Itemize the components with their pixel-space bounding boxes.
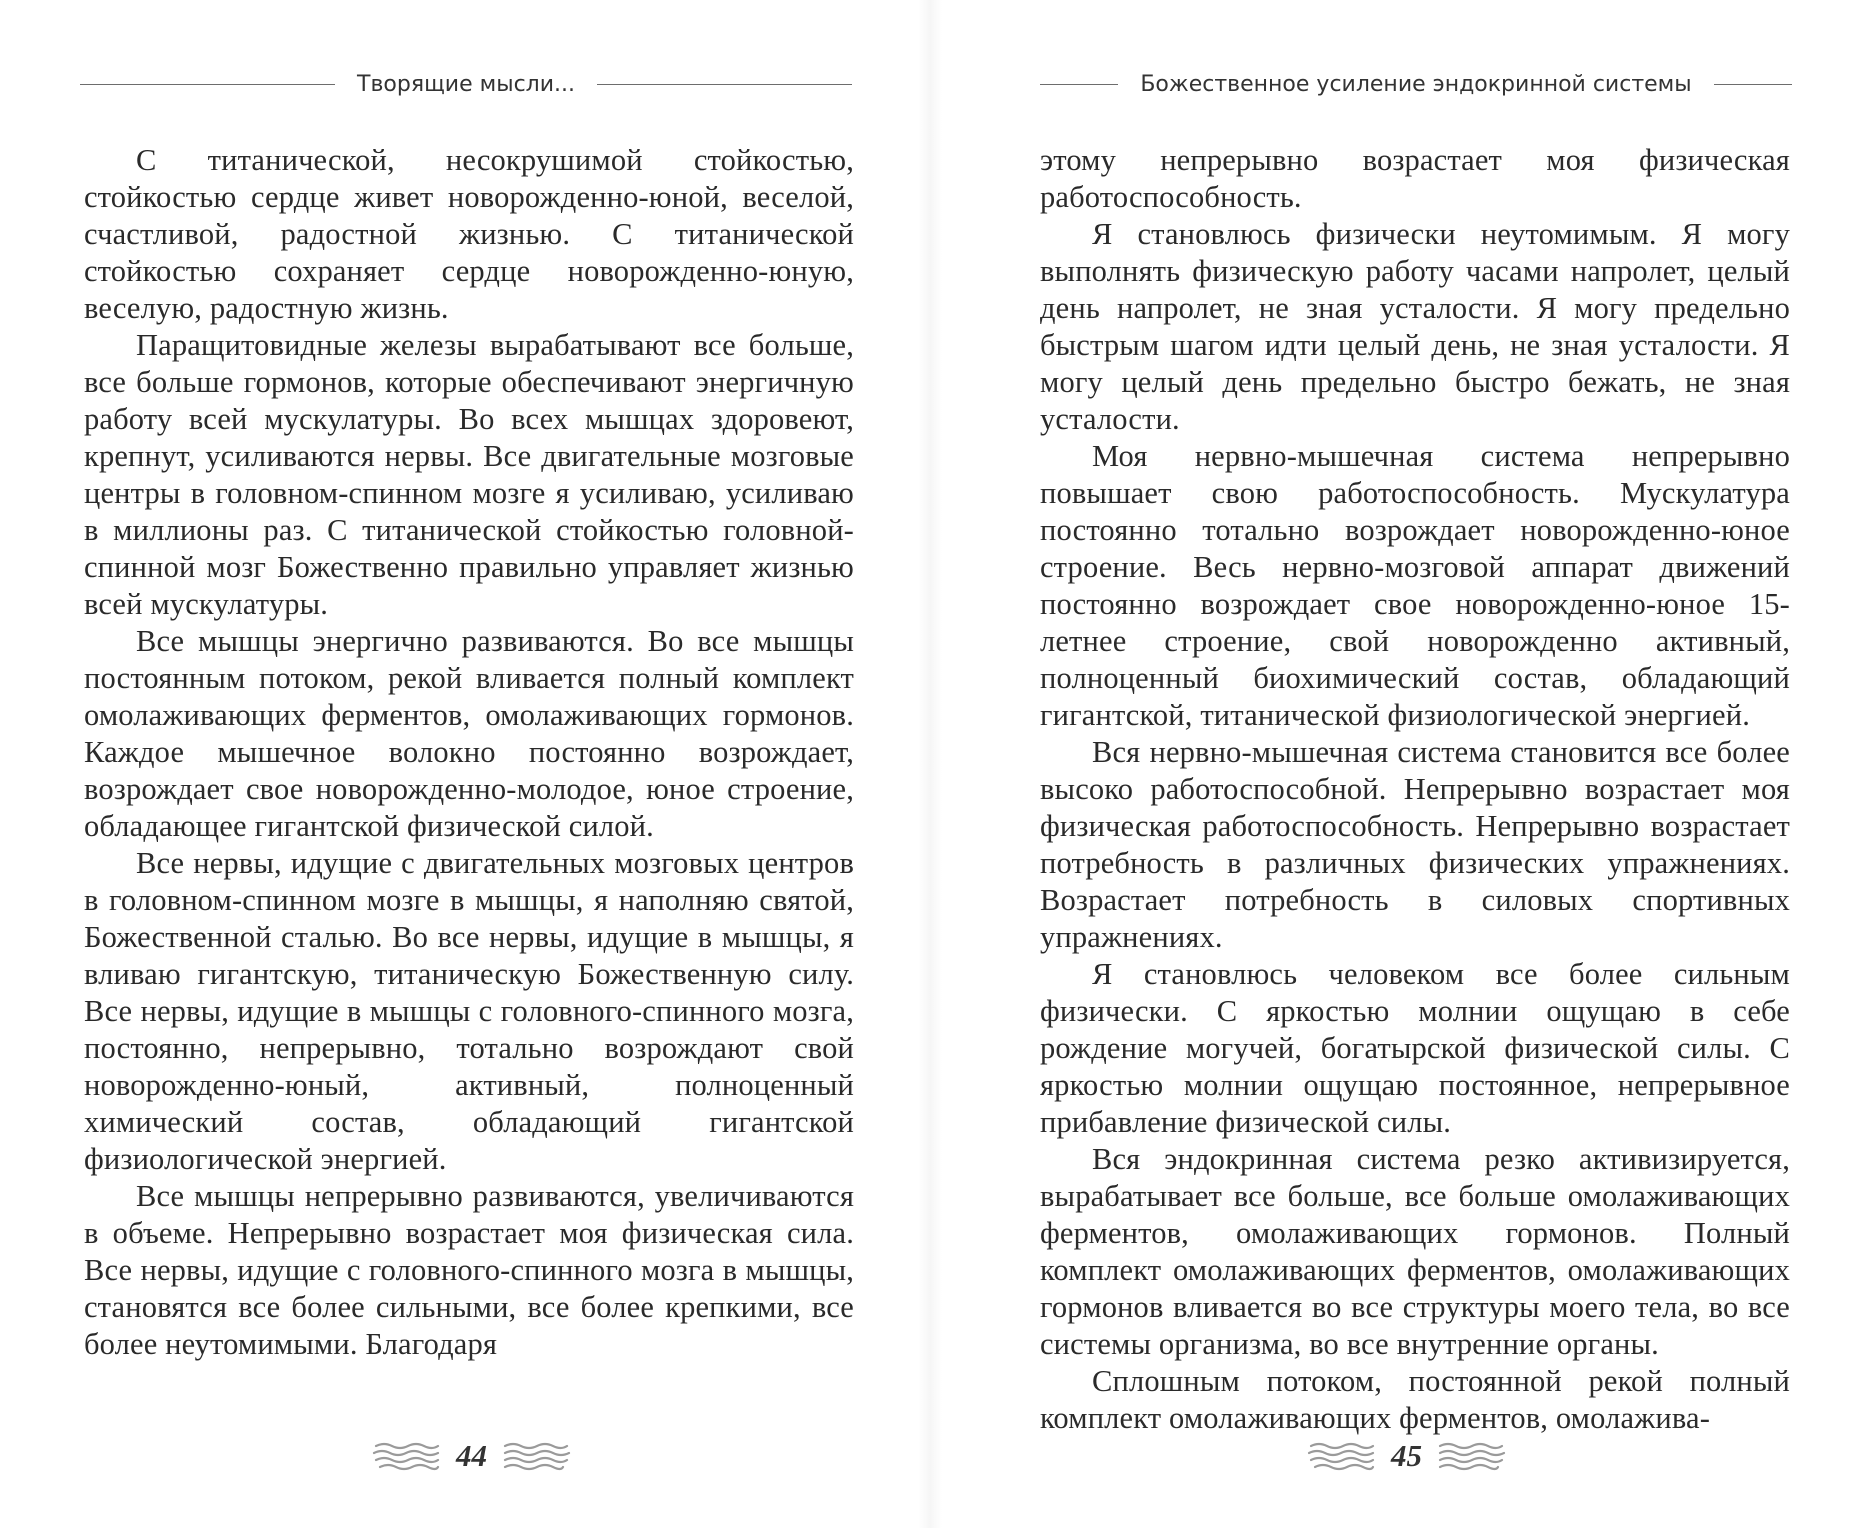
paragraph: Вся нервно-мышечная система становится все более высоко работоспособной. Непрерывно возрастает моя физическая работоспособность. Непрерывно возрастает потребность в различных физических упражнениях. Возрастает потребность в силовых спортивных упражнениях. xyxy=(1040,735,1790,954)
running-head-rule-left xyxy=(80,84,335,85)
right-running-head xyxy=(1040,66,1792,102)
running-head-rule-right xyxy=(1714,84,1792,85)
right-page-body xyxy=(1040,142,1790,1437)
wave-ornament-icon xyxy=(1305,1436,1377,1476)
paragraph: Я становлюсь человеком все более сильным физически. С яркостью молнии ощущаю в себе рождение могучей, богатырской физической силы. С яркостью молнии ощущаю постоянное, непрерывное прибавление физической силы. xyxy=(1040,957,1790,1139)
paragraph: Все мышцы энергично развиваются. Во все мышцы постоянным потоком, рекой вливается полный комплект омолаживающих ферментов, омолаживающих гормонов. Каждое мышечное волокно постоянно возрождает, возрождает свое новорожденно-молодое, юное строение, обладающее гигантской физической силой. xyxy=(84,624,854,843)
paragraph: Я становлюсь физически неутомимым. Я могу выполнять физическую работу часами напролет, целый день напролет, не зная усталости. Я могу предельно быстрым шагом идти целый день, не зная усталости. Я могу целый день предельно быстро бежать, не зная усталости. xyxy=(1040,217,1790,436)
paragraph: Моя нервно-мышечная система непрерывно повышает свою работоспособность. Мускулатура постоянно тотально возрождает новорожденно-юное строение. Весь нервно-мозговой аппарат движений постоянно возрождает свое новорожденно-юное 15-летнее строение, свой новорожденно активный, полноценный биохимический состав, обладающий гигантской, титанической физиологической энергией. xyxy=(1040,439,1790,732)
running-head-rule-left xyxy=(1040,84,1118,85)
left-folio xyxy=(370,1434,573,1478)
page-number: 44 xyxy=(456,1438,487,1473)
page-number: 45 xyxy=(1391,1438,1422,1473)
running-head-title: Творящие мысли... xyxy=(357,71,576,97)
left-running-head xyxy=(80,66,852,102)
wave-ornament-icon xyxy=(370,1436,442,1476)
left-page-body xyxy=(84,142,854,1363)
paragraph: Вся эндокринная система резко активизируется, вырабатывает все больше, все больше омолаживающих ферментов, омолаживающих гормонов. Полный комплект омолаживающих ферментов, омолаживающих гормонов вливается во все структуры моего тела, во все системы организма, во все внутренние органы. xyxy=(1040,1142,1790,1361)
paragraph: Паращитовидные железы вырабатывают все больше, все больше гормонов, которые обеспечивают энергичную работу всей мускулатуры. Во всех мышцах здоровеют, крепнут, усиливаются нервы. Все двигательные мозговые центры в головном-спинном мозге я усиливаю, усиливаю в миллионы раз. С титанической стойкостью головной-спинной мозг Божественно правильно управляет жизнью всей мускулатуры. xyxy=(84,328,854,621)
paragraph: Все мышцы непрерывно развиваются, увеличиваются в объеме. Непрерывно возрастает моя физическая сила. Все нервы, идущие с головного-спинного мозга в мышцы, становятся все более сильными, все более крепкими, все более неутомимыми. Благодаря xyxy=(84,1179,854,1361)
running-head-title: Божественное усиление эндокринной системы xyxy=(1140,71,1692,97)
paragraph: С титанической, несокрушимой стойкостью, стойкостью сердце живет новорожденно-юной, веселой, счастливой, радостной жизнью. С титанической стойкостью сохраняет сердце новорожденно-юную, веселую, радостную жизнь. xyxy=(84,143,854,325)
paragraph: Все нервы, идущие с двигательных мозговых центров в головном-спинном мозге в мышцы, я наполняю святой, Божественной сталью. Во все нервы, идущие в мышцы, я вливаю гигантскую, титаническую Божественную силу. Все нервы, идущие в мышцы с головного-спинного мозга, постоянно, непрерывно, тотально возрождают свой новорожденно-юный, активный, полноценный химический состав, обладающий гигантской физиологической энергией. xyxy=(84,846,854,1176)
running-head-rule-right xyxy=(597,84,852,85)
right-page xyxy=(930,0,1860,1528)
paragraph: Сплошным потоком, постоянной рекой полный комплект омолаживающих ферментов, омолажива- xyxy=(1040,1364,1790,1435)
wave-ornament-icon xyxy=(1436,1436,1508,1476)
wave-ornament-icon xyxy=(501,1436,573,1476)
paragraph-continuation: этому непрерывно возрастает моя физическая работоспособность. xyxy=(1040,143,1790,214)
right-folio xyxy=(1305,1434,1508,1478)
